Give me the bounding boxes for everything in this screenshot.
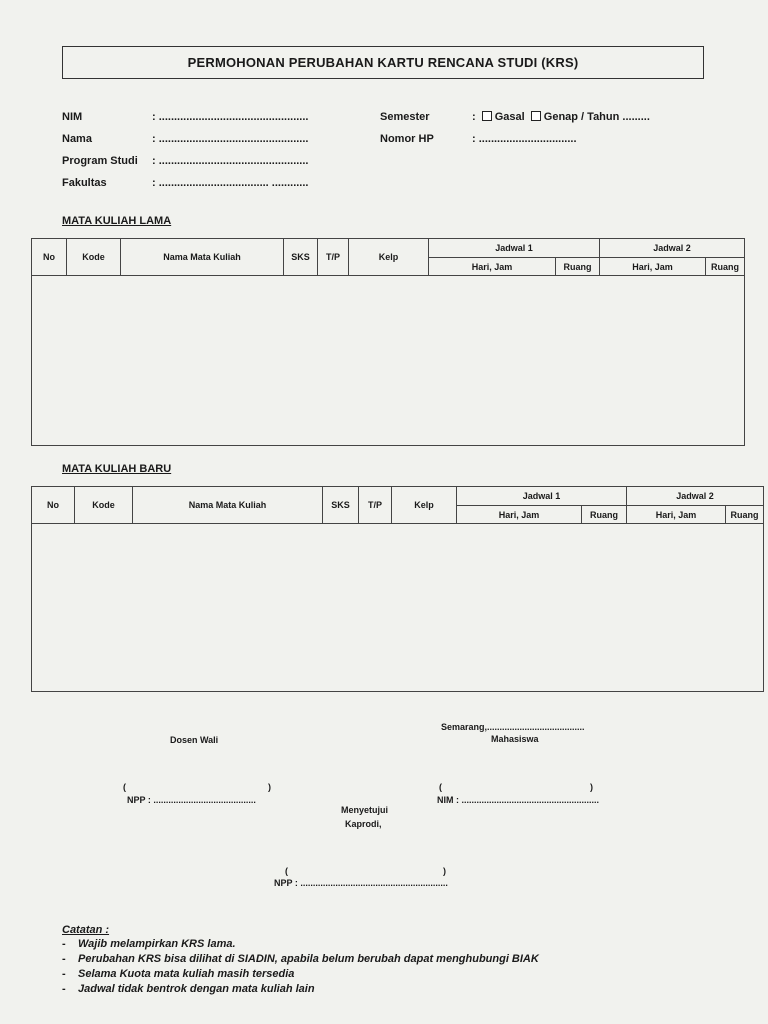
kaprodi-label: Kaprodi, xyxy=(345,819,382,829)
semester-label: Semester xyxy=(380,111,430,123)
header-ruang-2: Ruang xyxy=(706,258,745,276)
semester-field xyxy=(380,111,650,123)
nama-label: Nama xyxy=(62,133,92,145)
dosen-paren-close: ) xyxy=(268,782,271,792)
header-hari-jam-2: Hari, Jam xyxy=(627,506,726,524)
header-kelp: Kelp xyxy=(392,487,457,524)
fakultas-field[interactable] xyxy=(62,177,309,189)
header-nama-mata-kuliah: Nama Mata Kuliah xyxy=(121,239,284,276)
header-kode: Kode xyxy=(67,239,121,276)
header-kode: Kode xyxy=(75,487,133,524)
menyetujui-label: Menyetujui xyxy=(341,805,389,815)
header-jadwal-2: Jadwal 2 xyxy=(627,487,764,506)
mahasiswa-label: Mahasiswa xyxy=(491,734,539,744)
genap-label: Genap / Tahun ......... xyxy=(543,111,650,123)
catatan-item: - Jadwal tidak bentrok dengan mata kuliah lain xyxy=(62,983,315,995)
table-mata-kuliah-baru xyxy=(31,486,764,692)
header-nama-mata-kuliah: Nama Mata Kuliah xyxy=(133,487,323,524)
npp-dosen-wali[interactable]: NPP : ......................................... xyxy=(127,795,256,805)
nim-field[interactable] xyxy=(62,111,309,123)
catatan-item: - Selama Kuota mata kuliah masih tersedia xyxy=(62,968,295,980)
semarang-date-line[interactable]: Semarang,....................................... xyxy=(441,722,585,732)
nomor-hp-field[interactable] xyxy=(380,133,577,145)
program-studi-label: Program Studi xyxy=(62,155,138,167)
section-title-lama: MATA KULIAH LAMA xyxy=(62,215,172,227)
kaprodi-paren-open: ( xyxy=(285,866,288,876)
table-body-lama[interactable] xyxy=(32,276,745,446)
header-no: No xyxy=(32,487,75,524)
header-tp: T/P xyxy=(318,239,349,276)
section-title-baru: MATA KULIAH BARU xyxy=(62,463,172,475)
header-ruang-1: Ruang xyxy=(582,506,627,524)
catatan-list xyxy=(62,937,539,997)
mahasiswa-paren-open: ( xyxy=(439,782,442,792)
nomor-hp-value: : ................................ xyxy=(472,133,577,145)
header-jadwal-2: Jadwal 2 xyxy=(600,239,745,258)
catatan-item: - Perubahan KRS bisa dilihat di SIADIN, apabila belum berubah dapat menghubungi BIAK xyxy=(62,953,539,965)
fakultas-label: Fakultas xyxy=(62,177,107,189)
semester-colon: : xyxy=(472,111,476,123)
nomor-hp-label: Nomor HP xyxy=(380,133,434,145)
catatan-title: Catatan : xyxy=(62,924,110,936)
table-mata-kuliah-lama xyxy=(31,238,745,446)
nim-label: NIM xyxy=(62,111,83,123)
program-studi-value: : ................................................. xyxy=(152,155,309,167)
form-title: PERMOHONAN PERUBAHAN KARTU RENCANA STUDI (KRS) xyxy=(62,46,704,79)
table-body-baru[interactable] xyxy=(32,524,764,692)
header-jadwal-1: Jadwal 1 xyxy=(429,239,600,258)
mahasiswa-paren-close: ) xyxy=(590,782,593,792)
dosen-paren-open: ( xyxy=(123,782,126,792)
gasal-label: Gasal xyxy=(494,111,525,123)
header-jadwal-1: Jadwal 1 xyxy=(457,487,627,506)
nim-value: : ................................................. xyxy=(152,111,309,123)
nim-mahasiswa[interactable]: NIM : ....................................................... xyxy=(437,795,600,805)
npp-kaprodi[interactable]: NPP : ........................................................... xyxy=(274,878,448,888)
header-hari-jam-1: Hari, Jam xyxy=(457,506,582,524)
header-sks: SKS xyxy=(284,239,318,276)
gasal-checkbox[interactable] xyxy=(482,111,492,121)
program-studi-field[interactable] xyxy=(62,155,309,167)
kaprodi-paren-close: ) xyxy=(443,866,446,876)
nama-field[interactable] xyxy=(62,133,309,145)
header-sks: SKS xyxy=(323,487,359,524)
catatan-item: - Wajib melampirkan KRS lama. xyxy=(62,938,236,950)
dosen-wali-label: Dosen Wali xyxy=(170,735,219,745)
fakultas-value: : .................................... ............ xyxy=(152,177,309,189)
header-hari-jam-2: Hari, Jam xyxy=(600,258,706,276)
header-hari-jam-1: Hari, Jam xyxy=(429,258,556,276)
genap-checkbox[interactable] xyxy=(531,111,541,121)
nama-value: : ................................................. xyxy=(152,133,309,145)
header-ruang-2: Ruang xyxy=(726,506,764,524)
header-no: No xyxy=(32,239,67,276)
header-tp: T/P xyxy=(359,487,392,524)
header-kelp: Kelp xyxy=(349,239,429,276)
header-ruang-1: Ruang xyxy=(556,258,600,276)
